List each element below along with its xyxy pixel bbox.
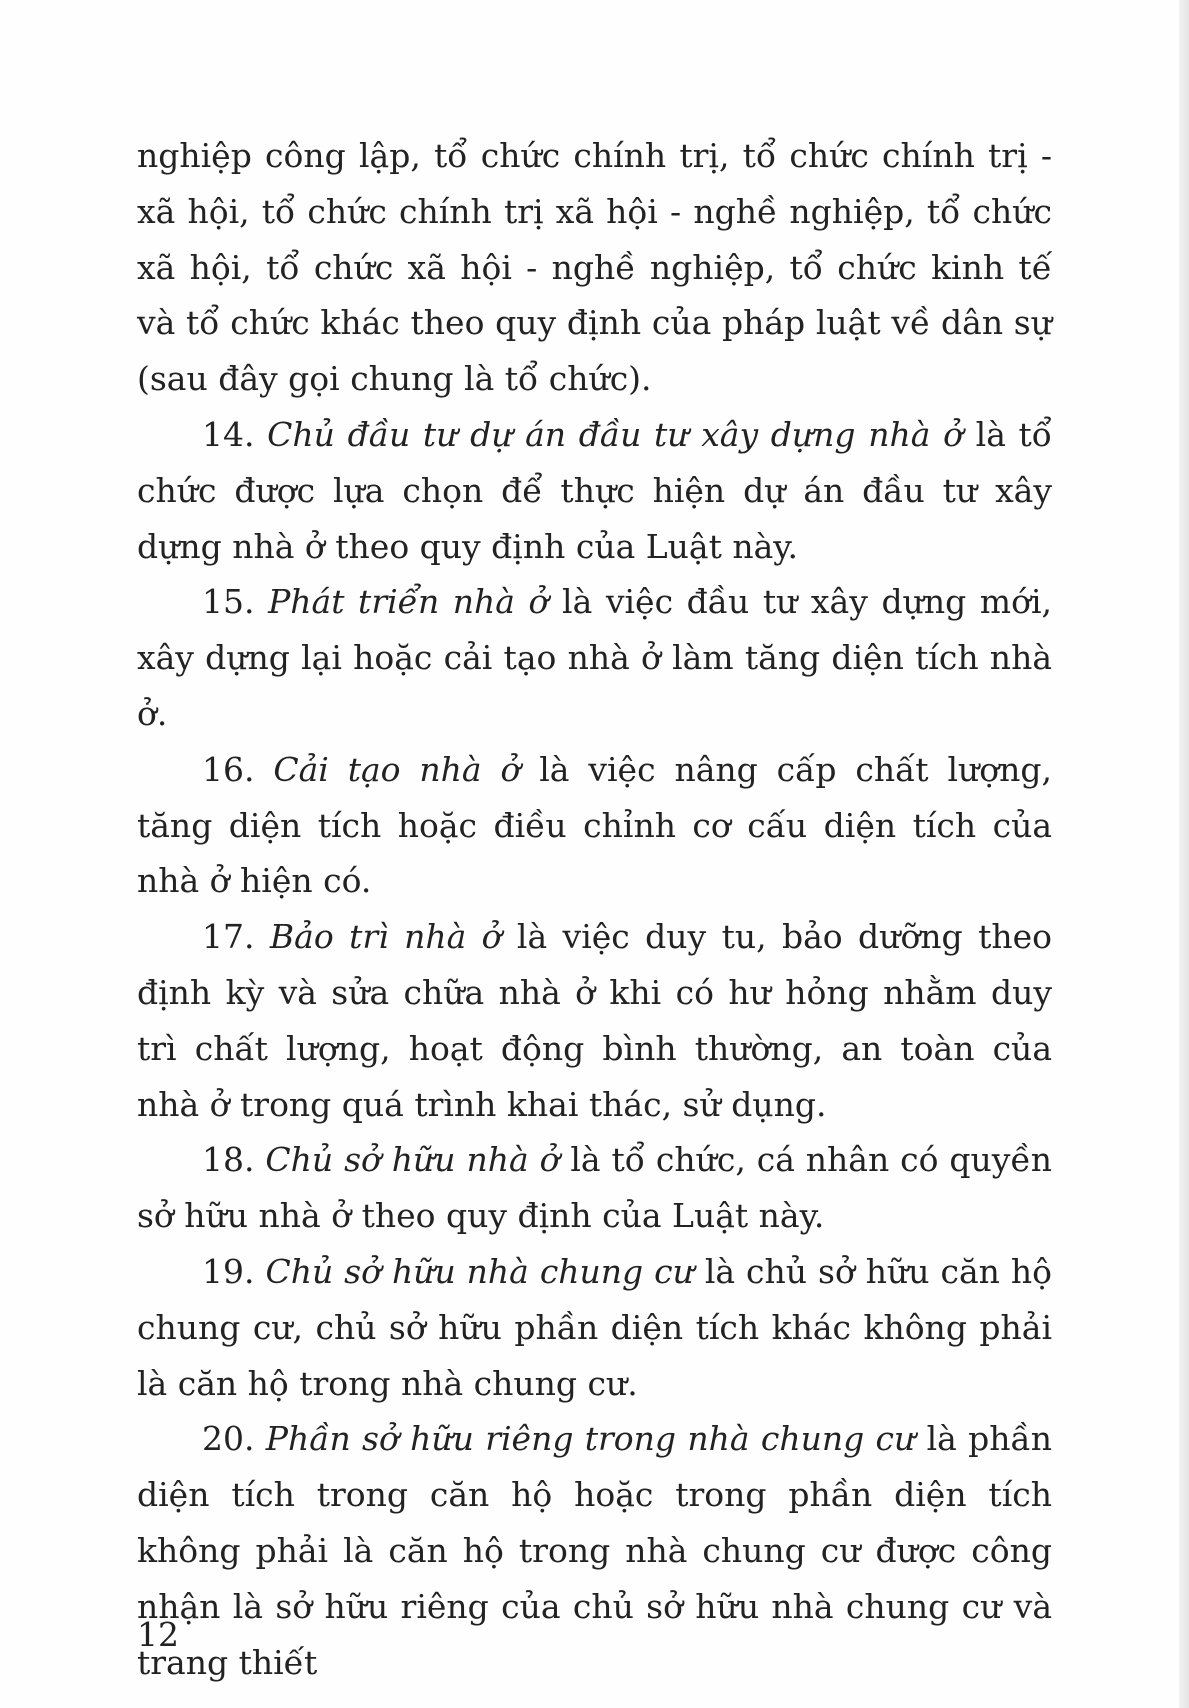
page-edge-shadow [1179, 0, 1189, 1708]
definition-text: là chủ sở hữu căn hộ chung cư, chủ sở hữu phần diện tích khác không phải là căn hộ trong nhà chung cư. [137, 1251, 1052, 1403]
definition-text: là phần diện tích trong căn hộ hoặc trong phần diện tích không phải là căn hộ trong nhà chung cư được công nhận là sở hữu riêng của chủ sở hữu nhà chung cư và trang thiết [137, 1419, 1052, 1682]
definition-number: 20. [202, 1419, 266, 1459]
paragraph-continuation [137, 128, 1052, 407]
definition-15 [137, 574, 1052, 741]
definition-16 [137, 742, 1052, 909]
definition-text: là tổ chức, cá nhân có quyền sở hữu nhà ở theo quy định của Luật này. [137, 1140, 1052, 1236]
definition-text: là việc duy tu, bảo dưỡng theo định kỳ và sửa chữa nhà ở khi có hư hỏng nhằm duy trì chất lượng, hoạt động bình thường, an toàn của nhà ở trong quá trình khai thác, sử dụng. [137, 917, 1052, 1124]
definition-term: Cải tạo nhà ở [273, 749, 521, 789]
definition-number: 17. [202, 917, 270, 957]
definition-number: 16. [202, 749, 274, 789]
definition-text: là tổ chức được lựa chọn để thực hiện dự án đầu tư xây dựng nhà ở theo quy định của Luật này. [137, 414, 1053, 566]
definition-19 [137, 1244, 1052, 1411]
definition-text: là việc đầu tư xây dựng mới, xây dựng lại hoặc cải tạo nhà ở làm tăng diện tích nhà ở. [137, 582, 1052, 733]
definition-term: Chủ đầu tư dự án đầu tư xây dựng nhà ở [267, 414, 963, 454]
definition-term: Phần sở hữu riêng trong nhà chung cư [265, 1419, 916, 1459]
definition-14 [137, 407, 1052, 574]
definition-number: 15. [202, 582, 269, 622]
definition-number: 14. [202, 414, 268, 454]
page-number: 12 [137, 1615, 179, 1654]
definition-term: Chủ sở hữu nhà ở [265, 1140, 560, 1180]
body-text [137, 128, 1052, 1690]
definition-number: 19. [202, 1251, 266, 1291]
definition-term: Phát triển nhà ở [268, 582, 549, 622]
definition-18 [137, 1132, 1052, 1244]
definition-text: là việc nâng cấp chất lượng, tăng diện tích hoặc điều chỉnh cơ cấu diện tích của nhà ở hiện có. [137, 749, 1052, 901]
definition-17 [137, 909, 1052, 1132]
paragraph-text: nghiệp công lập, tổ chức chính trị, tổ chức chính trị - xã hội, tổ chức chính trị xã hội - nghề nghiệp, tổ chức xã hội, tổ chức xã hội - nghề nghiệp, tổ chức kinh tế và tổ chức khác theo quy định của pháp luật về dân sự (sau đây gọi chung là tổ chức). [137, 136, 1052, 399]
definition-term: Chủ sở hữu nhà chung cư [265, 1251, 694, 1291]
definition-term: Bảo trì nhà ở [269, 917, 502, 957]
definition-20 [137, 1411, 1052, 1690]
definition-number: 18. [202, 1140, 266, 1180]
